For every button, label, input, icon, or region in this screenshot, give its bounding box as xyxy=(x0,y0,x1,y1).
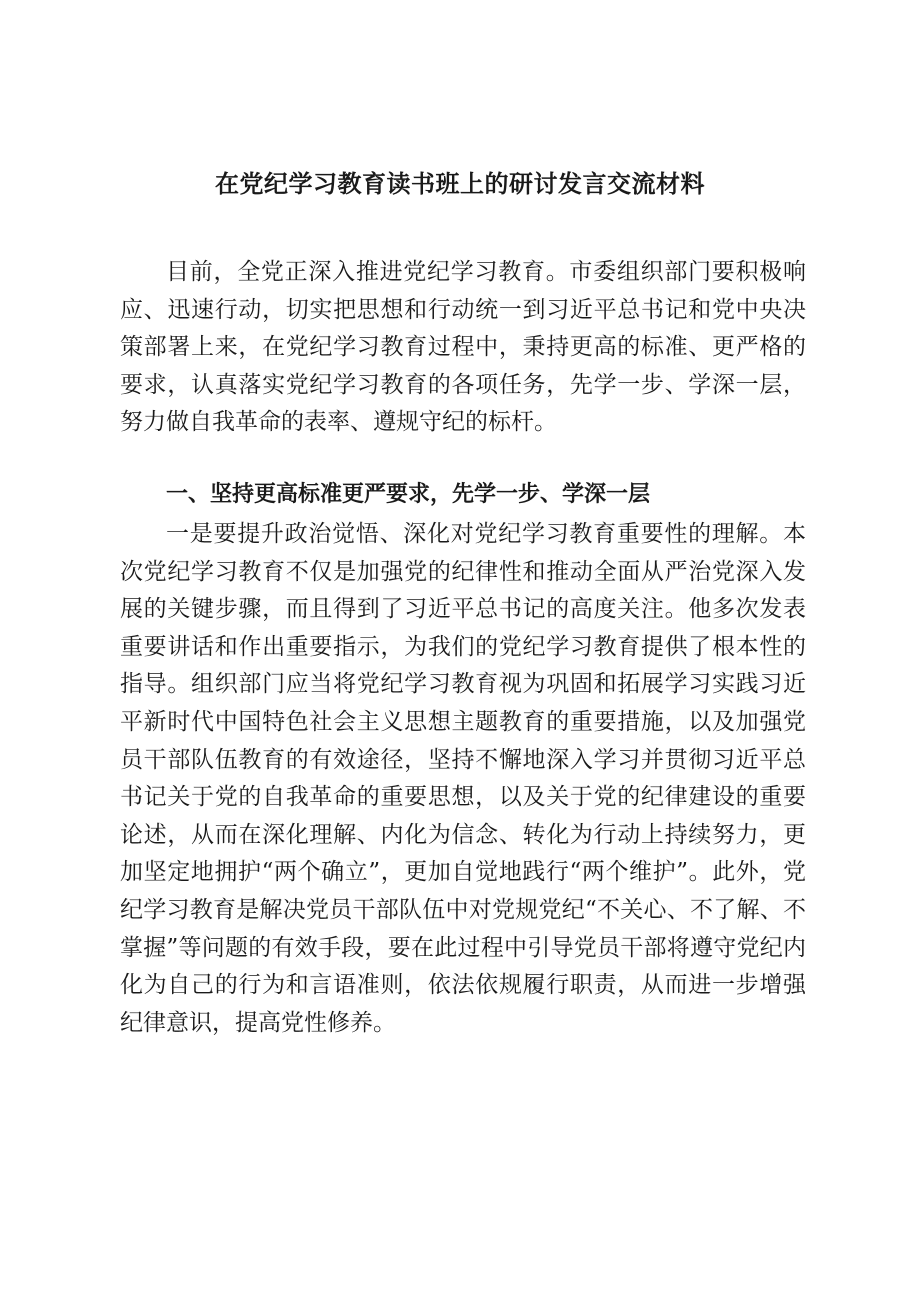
body-paragraph: 一是要提升政治觉悟、深化对党纪学习教育重要性的理解。本次党纪学习教育不仅是加强党的纪律性和推动全面从严治党深入发展的关键步骤，而且得到了习近平总书记的高度关注。他多次发表重要讲话和作出重要指示，为我们的党纪学习教育提供了根本性的指导。组织部门应当将党纪学习教育视为巩固和拓展学习实践习近平新时代中国特色社会主义思想主题教育的重要措施，以及加强党员干部队伍教育的有效途径，坚持不懈地深入学习并贯彻习近平总书记关于党的自我革命的重要思想，以及关于党的纪律建设的重要论述，从而在深化理解、内化为信念、转化为行动上持续努力，更加坚定地拥护“两个确立”，更加自觉地践行“两个维护”。此外，党纪学习教育是解决党员干部队伍中对党规党纪“不关心、不了解、不掌握”等问题的有效手段，要在此过程中引导党员干部将遵守党纪内化为自己的行为和言语准则，依法依规履行职责，从而进一步增强纪律意识，提高党性修养。 xyxy=(120,521,806,1036)
intro-paragraph: 目前，全党正深入推进党纪学习教育。市委组织部门要积极响应、迅速行动，切实把思想和行动统一到习近平总书记和党中央决策部署上来，在党纪学习教育过程中，秉持更高的标准、更严格的要求，认真落实党纪学习教育的各项任务，先学一步、学深一层，努力做自我革命的表率、遵规守纪的标杆。 xyxy=(120,259,806,436)
section-heading: 一、坚持更高标准更严要求，先学一步、学深一层 xyxy=(166,482,651,507)
document-title: 在党纪学习教育读书班上的研讨发言交流材料 xyxy=(215,170,705,198)
